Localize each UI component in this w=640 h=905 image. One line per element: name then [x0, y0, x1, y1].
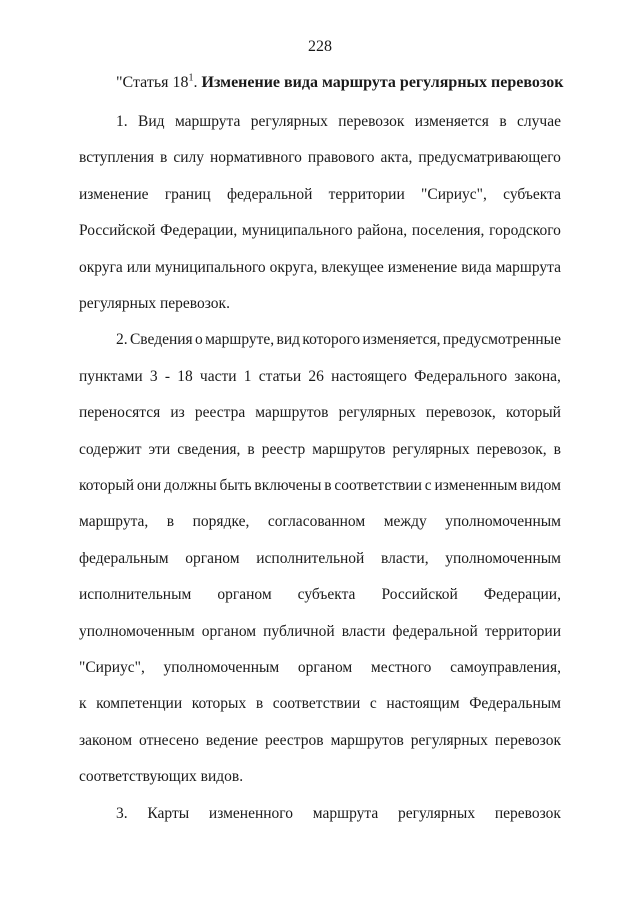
- word: о: [195, 331, 203, 349]
- word: маршрутов: [330, 731, 404, 749]
- word: видом: [520, 477, 561, 494]
- word: соответствии: [334, 477, 422, 494]
- text-line: [116, 331, 561, 349]
- text-line: [79, 259, 561, 277]
- word: регулярных: [338, 404, 416, 422]
- word: в: [499, 113, 507, 130]
- word: реестров: [265, 731, 324, 749]
- word: Российской: [381, 586, 458, 604]
- word: маршрутов: [255, 404, 329, 422]
- text-line: [116, 113, 561, 131]
- word: 1: [243, 367, 252, 385]
- word: реестра: [194, 404, 246, 422]
- word: перевозок,: [476, 440, 547, 458]
- word: территории: [328, 185, 405, 203]
- page-number: 228: [308, 38, 332, 55]
- text-line: [79, 659, 561, 677]
- word: быть: [219, 477, 252, 494]
- word: настоящим: [386, 695, 460, 713]
- text-line: [79, 368, 561, 386]
- article-dot: .: [193, 74, 198, 91]
- word: отнесено: [139, 731, 199, 749]
- text-line: [79, 404, 561, 422]
- article-heading: [116, 74, 563, 92]
- word: 1.: [116, 113, 128, 130]
- word: правового: [307, 149, 375, 167]
- word: измененным: [434, 477, 518, 494]
- word: Сведения: [129, 331, 193, 349]
- word: случае: [517, 113, 561, 130]
- word: Карты: [147, 804, 190, 822]
- word: изменяется,: [362, 331, 441, 349]
- word: эти: [148, 440, 171, 458]
- word: ведение: [205, 731, 259, 749]
- word: границ: [164, 185, 211, 203]
- word: "Сириус",: [79, 659, 145, 676]
- word: публичной: [263, 622, 335, 640]
- word: из: [170, 404, 185, 422]
- word: изменение: [79, 185, 149, 203]
- word: в: [247, 440, 255, 458]
- word: городского: [489, 222, 561, 240]
- word: власти: [341, 622, 386, 640]
- text-line: [79, 295, 561, 313]
- word: Федеральным: [469, 695, 561, 713]
- word: маршрутов: [312, 440, 386, 458]
- word: 3.: [116, 804, 128, 822]
- word: перевозок: [494, 804, 561, 822]
- word: настоящего: [331, 367, 407, 385]
- word: закона,: [514, 367, 561, 385]
- word: законом: [79, 731, 133, 749]
- text-line: [79, 586, 561, 604]
- word: соответствии: [272, 695, 361, 713]
- article-title: Изменение вида маршрута регулярных перевозок: [201, 74, 564, 91]
- word: согласованном: [267, 513, 366, 531]
- word: в: [166, 513, 175, 531]
- word: с: [424, 477, 432, 494]
- word: с: [369, 695, 377, 713]
- word: акта,: [380, 149, 413, 167]
- word: Федерального: [414, 367, 508, 385]
- word: к: [79, 695, 87, 713]
- word: маршрута: [495, 258, 561, 276]
- word: территории: [484, 622, 561, 640]
- word: перевозок: [338, 113, 405, 130]
- word: в: [324, 477, 332, 494]
- word: маршрута,: [79, 513, 149, 531]
- text-line: [79, 441, 561, 459]
- word: предусмотренные: [442, 331, 561, 349]
- word: исполнительным: [79, 586, 192, 604]
- word: предусматривающего: [418, 149, 561, 167]
- word: субъекта: [503, 185, 561, 203]
- word: исполнительной: [256, 549, 365, 567]
- word: 18: [177, 367, 193, 385]
- word: измененного: [208, 804, 294, 822]
- word: переносятся: [79, 404, 161, 422]
- word: поселения,: [411, 222, 485, 240]
- word: сведения,: [177, 440, 241, 458]
- text-line: [79, 623, 561, 641]
- word: Российской: [79, 222, 156, 240]
- word: органом: [217, 586, 272, 604]
- word: в: [255, 695, 264, 713]
- word: Федерации,: [160, 222, 238, 240]
- word: уполномоченным: [445, 513, 561, 531]
- word: уполномоченным: [79, 622, 195, 640]
- text-line: [79, 695, 561, 713]
- word: влекущее: [321, 258, 384, 276]
- word: который: [79, 477, 135, 494]
- word: регулярных: [397, 804, 476, 822]
- word: регулярных: [410, 731, 488, 749]
- word: маршрута: [312, 804, 379, 822]
- text-line: [79, 222, 561, 240]
- text-line: [79, 513, 561, 531]
- word: округа,: [269, 258, 318, 276]
- word: в: [553, 440, 561, 458]
- word: они: [136, 477, 162, 494]
- word: Вид: [138, 113, 165, 130]
- word: или: [126, 258, 152, 276]
- word: который: [505, 404, 561, 422]
- word: органом: [185, 549, 240, 567]
- word: уполномоченным: [163, 659, 280, 676]
- word: вида: [461, 258, 492, 276]
- word: порядке,: [192, 513, 250, 531]
- word: местного: [370, 659, 432, 676]
- word: которых: [191, 695, 247, 713]
- word: уполномоченным: [445, 549, 561, 567]
- word: изменение: [387, 258, 458, 276]
- text-line: [79, 768, 561, 786]
- word: муниципального: [241, 222, 353, 240]
- word: 2.: [116, 331, 128, 349]
- word: "Сириус",: [421, 185, 487, 203]
- word: регулярных: [392, 440, 470, 458]
- word: изменяется: [414, 113, 489, 130]
- word: маршрута: [174, 113, 241, 130]
- word: регулярных: [250, 113, 328, 130]
- word: компетенции: [96, 695, 183, 713]
- word: маршруте,: [205, 331, 275, 349]
- word: органом: [297, 659, 353, 676]
- text-line: [79, 550, 561, 568]
- word: вид: [276, 331, 301, 349]
- word: нормативного: [210, 149, 302, 167]
- word: перевозок: [494, 731, 561, 749]
- word: Федерации,: [483, 586, 561, 604]
- word: части: [199, 367, 237, 385]
- word: -: [164, 367, 170, 385]
- text-line: [79, 149, 561, 167]
- word: власти,: [381, 549, 429, 567]
- article-superscript: 1: [188, 72, 194, 84]
- word: района,: [357, 222, 408, 240]
- word: вступления: [79, 149, 155, 167]
- article-prefix: "Статья 18: [116, 74, 189, 91]
- word: пунктами: [79, 367, 143, 385]
- word: в: [160, 149, 168, 167]
- word: федеральной: [392, 622, 478, 640]
- word: соответствующих видов.: [79, 768, 244, 786]
- word: статьи: [258, 367, 302, 385]
- word: округа: [79, 258, 123, 276]
- word: содержит: [79, 440, 142, 458]
- word: силу: [173, 149, 205, 167]
- word: органом: [201, 622, 257, 640]
- word: перевозок,: [425, 404, 496, 422]
- word: федеральной: [226, 185, 313, 203]
- text-line: [79, 186, 561, 204]
- word: субъекта: [297, 586, 356, 604]
- word: которого: [302, 331, 361, 349]
- word: 26: [308, 367, 324, 385]
- word: муниципального: [155, 258, 266, 276]
- word: 3: [149, 367, 158, 385]
- word: регулярных перевозок.: [79, 295, 230, 312]
- word: между: [383, 513, 427, 531]
- text-line: [116, 805, 561, 823]
- text-line: [79, 477, 561, 495]
- word: должны: [164, 477, 217, 494]
- word: федеральным: [79, 549, 169, 567]
- word: включены: [254, 477, 322, 494]
- word: самоуправления,: [450, 659, 561, 676]
- text-line: [79, 732, 561, 750]
- word: реестр: [261, 440, 306, 458]
